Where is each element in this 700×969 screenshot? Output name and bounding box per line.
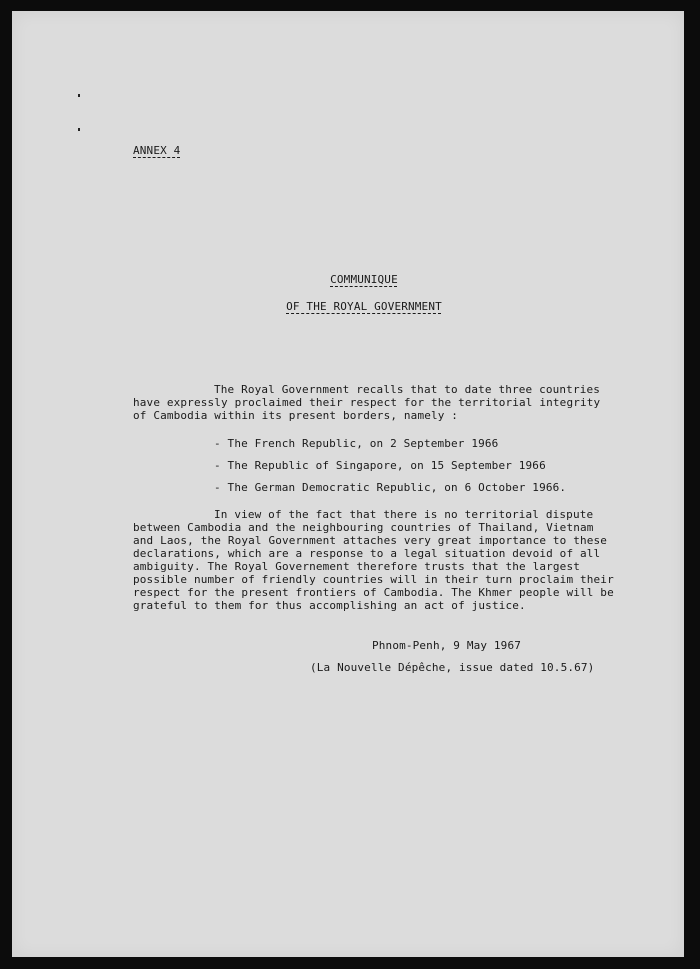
list-item: - The German Democratic Republic, on 6 October 1966. [214,481,567,494]
paragraph-line: respect for the present frontiers of Cambodia. The Khmer people will be [133,586,614,599]
title-line-1: COMMUNIQUE [330,273,398,286]
paragraph-line: and Laos, the Royal Government attaches very great importance to these [133,534,608,547]
paragraph-line: ambiguity. The Royal Governement therefore trusts that the largest [133,560,580,573]
list-item: - The French Republic, on 2 September 1966 [214,437,499,450]
paragraph-line: grateful to them for thus accomplishing an act of justice. [133,599,526,612]
source-note: (La Nouvelle Dépêche, issue dated 10.5.67) [310,661,595,674]
paragraph-line: possible number of friendly countries will in their turn proclaim their [133,573,614,586]
place-date: Phnom-Penh, 9 May 1967 [372,639,521,652]
title-line-2: OF THE ROYAL GOVERNMENT [286,300,442,313]
paragraph-line: have expressly proclaimed their respect for the territorial integrity [133,396,601,409]
paragraph-line: In view of the fact that there is no territorial dispute [214,508,594,521]
paragraph-line: between Cambodia and the neighbouring countries of Thailand, Vietnam [133,521,594,534]
paragraph-line: declarations, which are a response to a legal situation devoid of all [133,547,601,560]
punch-mark [78,94,80,97]
paragraph-line: The Royal Government recalls that to date three countries [214,383,601,396]
list-item: - The Republic of Singapore, on 15 September 1966 [214,459,546,472]
punch-mark [78,128,80,131]
annex-label: ANNEX 4 [133,144,181,157]
paragraph-line: of Cambodia within its present borders, namely : [133,409,459,422]
